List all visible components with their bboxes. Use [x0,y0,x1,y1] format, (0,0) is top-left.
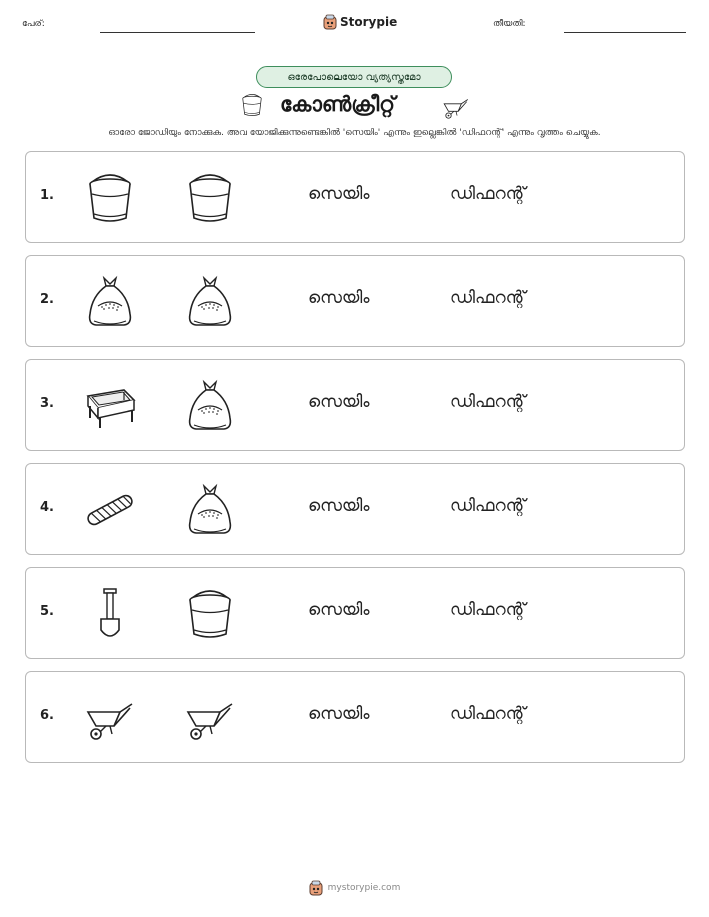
topic-pill-text: ഒരേപോലെയോ വ്യത്യസ്തമോ [287,71,421,83]
date-field-line[interactable] [564,32,686,33]
title-row [0,92,709,122]
question-number: 1. [40,188,54,203]
question-number: 6. [40,708,54,723]
different-option[interactable]: ഡിഫറന്റ് [450,496,526,516]
question-row [25,255,685,347]
instructions-text: ഓരോ ജോഡിയും നോക്കുക. അവ യോജിക്കുന്നുണ്ടെങ്കിൽ 'സെയിം' എന്നും ഇല്ലെങ്കിൽ 'ഡിഫറന്റ്' എന്നും വൃത്തം ചെയ്യുക. [108,128,601,138]
different-option[interactable]: ഡിഫറന്റ് [450,392,526,412]
bucket-icon [184,170,236,226]
name-field-line[interactable] [100,32,255,33]
question-row [25,567,685,659]
same-option[interactable]: സെയിം [308,496,370,516]
wheelbarrow-icon [184,690,236,746]
same-option[interactable]: സെയിം [308,184,370,204]
same-option[interactable]: സെയിം [308,600,370,620]
different-option[interactable]: ഡിഫറന്റ് [450,288,526,308]
question-row [25,151,685,243]
cement-bag-icon [184,274,236,330]
page-title: കോൺക്രീറ്റ് [280,92,396,116]
same-option[interactable]: സെയിം [308,704,370,724]
date-label: തീയതി: [493,19,526,29]
bucket-icon [240,92,264,118]
shovel-icon [84,586,136,642]
wheelbarrow-icon [440,92,472,122]
footer [0,880,709,896]
wheelbarrow-icon [84,690,136,746]
different-option[interactable]: ഡിഫറന്റ് [450,704,526,724]
question-number: 5. [40,604,54,619]
cement-bag-icon [84,274,136,330]
mixing-tray-icon [84,378,136,434]
cement-bag-icon [184,378,236,434]
worksheet-header [0,14,709,38]
topic-pill [256,66,452,88]
brand-name: Storypie [340,15,398,29]
different-option[interactable]: ഡിഫറന്റ് [450,184,526,204]
storypie-mascot-icon [323,14,337,30]
bucket-icon [84,170,136,226]
different-option[interactable]: ഡിഫറന്റ് [450,600,526,620]
bucket-icon [184,586,236,642]
same-option[interactable]: സെയിം [308,392,370,412]
footer-site-link[interactable]: mystorypie.com [327,883,401,893]
brand-logo [323,14,397,30]
cement-bag-icon [184,482,236,538]
question-row [25,463,685,555]
storypie-mascot-icon [309,880,323,896]
rebar-icon [84,482,136,538]
question-list [25,151,685,775]
question-number: 2. [40,292,54,307]
question-row [25,671,685,763]
question-number: 4. [40,500,54,515]
question-row [25,359,685,451]
question-number: 3. [40,396,54,411]
name-label: പേര്: [22,19,45,29]
same-option[interactable]: സെയിം [308,288,370,308]
